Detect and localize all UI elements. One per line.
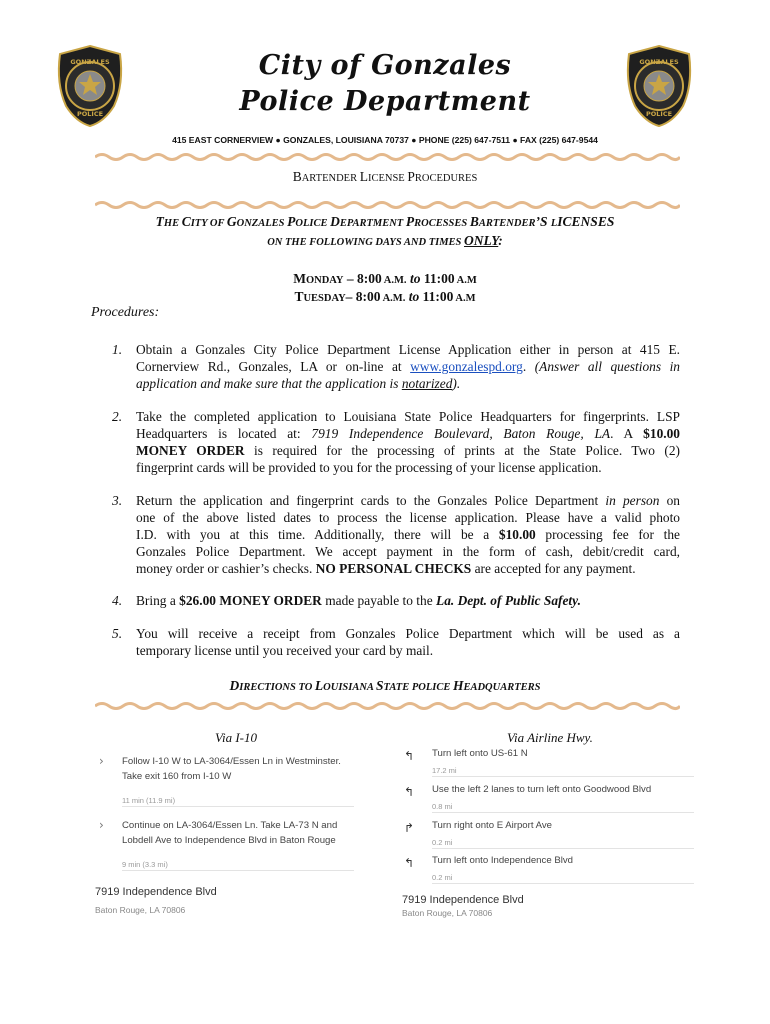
turn-left-icon: ↰ [404,856,415,870]
destination-name: 7919 Independence Blvd [95,886,217,898]
heading-text-part: TATE POLICE [383,682,453,693]
department-title-line1: City of Gonzales [258,50,512,81]
step-distance: 0.2 mi [432,873,453,882]
notice-line1 [0,213,770,231]
heading-text-part: HE [163,218,182,229]
heading-text-part: T [155,214,164,229]
divider [432,812,694,813]
department-title-line2: Police Department [239,86,531,117]
route-via-airline-title: Via Airline Hwy. [507,730,593,745]
step-distance: 0.2 mi [432,838,453,847]
heading-text-part: C [181,214,191,229]
badge-top-text: GONZALES [70,58,110,66]
notice-line2: ON THE FOLLOWING DAYS AND TIMES ONLY: [267,233,503,248]
heading-text-part: D [229,678,240,693]
schedule-monday: MONDAY – 8:00 A.M. to 11:00 A.M [293,271,477,286]
svg-text:GONZALES: GONZALES [639,58,679,66]
procedures-label: Procedures: [91,305,160,320]
route-step[interactable]: Use the left 2 lanes to turn left onto Goodwood Blvd [432,784,652,795]
heading-text-part: ONZALES [236,218,288,229]
route-step[interactable]: Turn left onto US-61 N [432,748,528,759]
procedure-item: 2. Take the completed application to Louisiana State Police Headquarters for fingerprints. LSP Headquarters is located at: 7919 Independence Boulevard, Baton Rouge, LA. A $10.00 MONEY ORDER is required for the processing of prints at the State Police. Two (2) fingerprint cards will be provided to you for the processing of your license application. [112,409,680,475]
schedule-tuesday: TUESDAY– 8:00 A.M. to 11:00 A.M [294,289,476,304]
step-distance: 9 min (3.3 mi) [122,860,168,869]
heading-text-part: S [376,678,384,693]
heading-text-part: OUISIANA [323,682,376,693]
divider [122,806,354,807]
route-step[interactable]: Continue on LA-3064/Essen Ln. Take LA-73 N and Lobdell Ave to Independence Blvd in Baton Rouge [122,820,338,846]
procedure-item: 1. Obtain a Gonzales City Police Department License Application either in person at 415 E. Cornerview Rd., Gonzales, LA or on-line at www.gonzalespd.org. (Answer all questions in application and make sure that the application is notarized). [112,342,680,391]
heading-text-part: ROCESSES [414,218,470,229]
heading-text-part: G [226,214,237,229]
procedure-item: 5. You will receive a receipt from Gonzales Police Department which will be used as a temporary license until you received your card by mail. [112,626,680,658]
destination-city: Baton Rouge, LA 70806 [95,905,186,915]
destination-name: 7919 Independence Blvd [402,894,524,906]
heading-text-part: D [330,214,340,229]
svg-text:POLICE: POLICE [645,110,673,118]
heading-text-part: IRECTIONS TO [239,682,315,693]
heading-text-part: EPARTMENT [339,218,406,229]
chevron-right-icon[interactable]: › [99,754,104,768]
heading-text-part: ARTENDER [478,218,536,229]
destination-city: Baton Rouge, LA 70806 [402,908,493,918]
divider [122,870,354,871]
heading-text-part: L [314,678,324,693]
turn-left-icon: ↰ [404,785,415,799]
heading-text-part: EADQUARTERS [463,682,541,693]
turn-left-icon: ↰ [404,749,415,763]
divider [432,776,694,777]
directions-heading [0,677,770,695]
step-distance: 17.2 mi [432,766,457,775]
heading-text-part: P [405,214,415,229]
heading-text-part: ’S [535,214,551,229]
route-step[interactable]: Turn left onto Independence Blvd [432,855,573,866]
website-link[interactable]: www.gonzalespd.org [410,359,523,374]
badge-bottom-text: POLICE [76,110,104,118]
decorative-divider [95,701,680,711]
step-distance: 11 min (11.9 mi) [122,796,176,805]
route-via-i10-title: Via I-10 [215,730,257,745]
document-title: BARTENDER LICENSE PROCEDURES [292,169,478,184]
heading-text-part: B [469,214,479,229]
divider [432,848,694,849]
heading-text-part: ITY OF [190,218,227,229]
heading-text-part: ICENSES [557,214,615,229]
contact-address: 415 EAST CORNERVIEW ● GONZALES, LOUISIANA 70737 ● PHONE (225) 647-7511 ● FAX (225) 647-9544 [172,135,598,145]
decorative-divider [95,152,680,162]
route-step[interactable]: Follow I-10 W to LA-3064/Essen Ln in Westminster. Take exit 160 from I-10 W [122,756,341,782]
chevron-right-icon[interactable]: › [99,818,104,832]
procedure-item: 3. Return the application and fingerprint cards to the Gonzales Police Department in person on one of the above listed dates to process the license application. Please have a valid photo I.D. with you at this time. Additionally, there will be a $10.00 processing fee for the Gonzales Police Department. We accept payment in the form of cash, debit/credit card, money order or cashier’s checks. NO PERSONAL CHECKS are accepted for any payment. [112,493,680,576]
heading-text-part: H [452,678,464,693]
turn-right-icon: ↱ [404,821,415,835]
heading-text-part: P [287,214,296,229]
route-step[interactable]: Turn right onto E Airport Ave [432,820,552,831]
heading-text-part: OLICE [295,218,331,229]
procedure-item: 4. Bring a $26.00 MONEY ORDER made payable to the La. Dept. of Public Safety. [112,593,581,608]
step-distance: 0.8 mi [432,802,453,811]
heading-text-part: L [550,218,558,229]
decorative-divider [95,200,680,210]
divider [432,883,694,884]
